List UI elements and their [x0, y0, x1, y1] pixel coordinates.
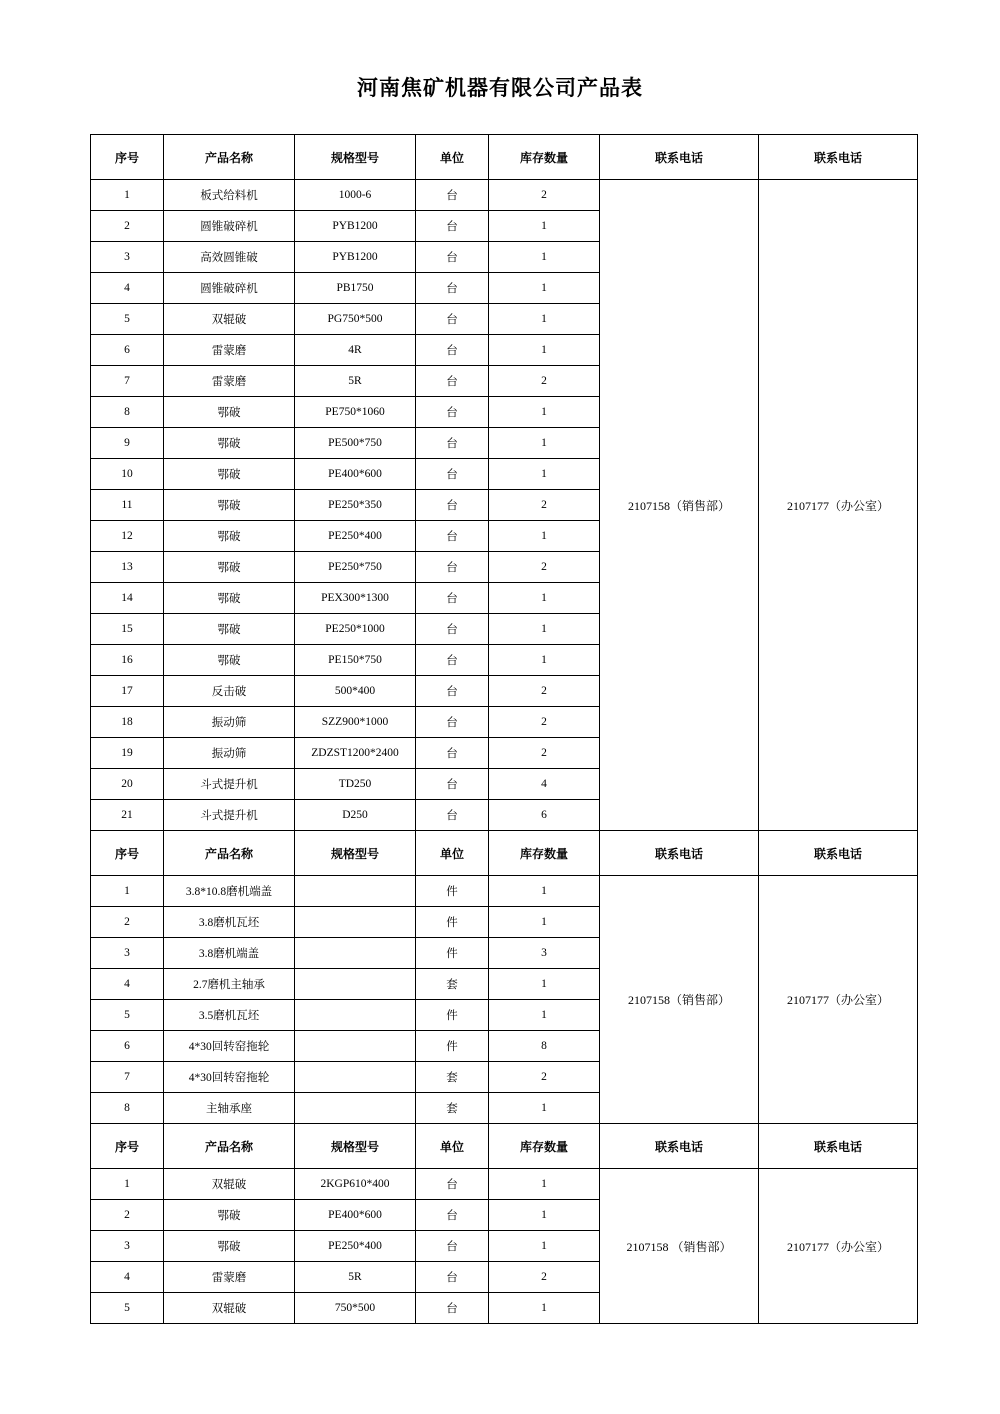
- cell-idx: 17: [91, 676, 164, 707]
- table-row: [91, 876, 918, 907]
- cell-name: 2.7磨机主轴承: [164, 969, 295, 1000]
- cell-unit: 台: [416, 304, 489, 335]
- cell-qty: 8: [489, 1031, 600, 1062]
- cell-idx: 1: [91, 180, 164, 211]
- cell-unit: 台: [416, 707, 489, 738]
- cell-name: 反击破: [164, 676, 295, 707]
- cell-qty: 2: [489, 1262, 600, 1293]
- cell-model: 4R: [295, 335, 416, 366]
- cell-qty: 2: [489, 490, 600, 521]
- cell-unit: 台: [416, 1262, 489, 1293]
- cell-name: 板式给料机: [164, 180, 295, 211]
- cell-name: 鄂破: [164, 552, 295, 583]
- cell-idx: 5: [91, 1293, 164, 1324]
- cell-contact-phone-office: 2107177（办公室）: [759, 1169, 918, 1324]
- cell-idx: 2: [91, 1200, 164, 1231]
- cell-qty: 1: [489, 304, 600, 335]
- cell-idx: 16: [91, 645, 164, 676]
- cell-model: [295, 907, 416, 938]
- cell-contact-phone-sales: 2107158（销售部）: [600, 876, 759, 1124]
- cell-contact-phone-sales: 2107158 （销售部）: [600, 1169, 759, 1324]
- cell-name: 斗式提升机: [164, 800, 295, 831]
- cell-unit: 台: [416, 676, 489, 707]
- cell-idx: 5: [91, 304, 164, 335]
- cell-name: 高效圆锥破: [164, 242, 295, 273]
- cell-model: PE250*400: [295, 521, 416, 552]
- table-row: [91, 1169, 918, 1200]
- cell-name: 鄂破: [164, 614, 295, 645]
- column-header-phone2: 联系电话: [759, 135, 918, 180]
- cell-qty: 1: [489, 1231, 600, 1262]
- cell-idx: 1: [91, 876, 164, 907]
- cell-qty: 2: [489, 1062, 600, 1093]
- cell-name: 鄂破: [164, 459, 295, 490]
- table-header-row: [91, 1124, 918, 1169]
- cell-name: 3.5磨机瓦坯: [164, 1000, 295, 1031]
- cell-qty: 4: [489, 769, 600, 800]
- cell-unit: 套: [416, 1062, 489, 1093]
- cell-qty: 2: [489, 552, 600, 583]
- cell-idx: 10: [91, 459, 164, 490]
- cell-qty: 1: [489, 211, 600, 242]
- cell-qty: 1: [489, 876, 600, 907]
- cell-name: 鄂破: [164, 1231, 295, 1262]
- cell-model: [295, 876, 416, 907]
- cell-contact-phone-office: 2107177（办公室）: [759, 180, 918, 831]
- cell-qty: 1: [489, 583, 600, 614]
- cell-qty: 1: [489, 1093, 600, 1124]
- column-header-phone2: 联系电话: [759, 1124, 918, 1169]
- cell-qty: 1: [489, 428, 600, 459]
- cell-model: D250: [295, 800, 416, 831]
- cell-idx: 21: [91, 800, 164, 831]
- cell-unit: 台: [416, 366, 489, 397]
- column-header-unit: 单位: [416, 135, 489, 180]
- cell-idx: 4: [91, 969, 164, 1000]
- cell-idx: 8: [91, 1093, 164, 1124]
- column-header-qty: 库存数量: [489, 831, 600, 876]
- cell-unit: 套: [416, 1093, 489, 1124]
- cell-name: 主轴承座: [164, 1093, 295, 1124]
- cell-model: PYB1200: [295, 242, 416, 273]
- cell-name: 鄂破: [164, 397, 295, 428]
- cell-name: 3.8磨机瓦坯: [164, 907, 295, 938]
- cell-idx: 15: [91, 614, 164, 645]
- cell-idx: 3: [91, 242, 164, 273]
- cell-model: [295, 1031, 416, 1062]
- cell-unit: 台: [416, 552, 489, 583]
- cell-idx: 8: [91, 397, 164, 428]
- cell-unit: 台: [416, 397, 489, 428]
- column-header-model: 规格型号: [295, 1124, 416, 1169]
- cell-idx: 4: [91, 1262, 164, 1293]
- column-header-phone1: 联系电话: [600, 831, 759, 876]
- page-title: 河南焦矿机器有限公司产品表: [357, 77, 643, 100]
- cell-qty: 3: [489, 938, 600, 969]
- cell-idx: 4: [91, 273, 164, 304]
- cell-model: PE400*600: [295, 459, 416, 490]
- cell-name: 鄂破: [164, 583, 295, 614]
- cell-unit: 台: [416, 180, 489, 211]
- cell-qty: 1: [489, 397, 600, 428]
- cell-qty: 1: [489, 907, 600, 938]
- cell-model: PE750*1060: [295, 397, 416, 428]
- cell-name: 4*30回转窑拖轮: [164, 1031, 295, 1062]
- column-header-name: 产品名称: [164, 831, 295, 876]
- cell-idx: 2: [91, 907, 164, 938]
- cell-name: 3.8*10.8磨机端盖: [164, 876, 295, 907]
- cell-idx: 3: [91, 1231, 164, 1262]
- product-inventory-table: [90, 134, 918, 1324]
- cell-unit: 台: [416, 769, 489, 800]
- cell-model: [295, 1062, 416, 1093]
- cell-name: 雷蒙磨: [164, 335, 295, 366]
- cell-idx: 7: [91, 1062, 164, 1093]
- cell-unit: 台: [416, 242, 489, 273]
- cell-qty: 1: [489, 1169, 600, 1200]
- column-header-unit: 单位: [416, 1124, 489, 1169]
- cell-qty: 1: [489, 335, 600, 366]
- cell-unit: 件: [416, 876, 489, 907]
- cell-name: 雷蒙磨: [164, 366, 295, 397]
- cell-qty: 1: [489, 459, 600, 490]
- cell-qty: 1: [489, 614, 600, 645]
- cell-idx: 5: [91, 1000, 164, 1031]
- cell-name: 鄂破: [164, 1200, 295, 1231]
- cell-unit: 台: [416, 614, 489, 645]
- cell-unit: 台: [416, 273, 489, 304]
- column-header-qty: 库存数量: [489, 135, 600, 180]
- column-header-phone1: 联系电话: [600, 1124, 759, 1169]
- cell-unit: 台: [416, 800, 489, 831]
- table-header-row: [91, 831, 918, 876]
- cell-unit: 台: [416, 1169, 489, 1200]
- cell-model: PEX300*1300: [295, 583, 416, 614]
- cell-qty: 1: [489, 969, 600, 1000]
- cell-unit: 套: [416, 969, 489, 1000]
- cell-qty: 2: [489, 707, 600, 738]
- cell-unit: 台: [416, 211, 489, 242]
- cell-model: PE250*400: [295, 1231, 416, 1262]
- cell-unit: 台: [416, 428, 489, 459]
- cell-unit: 件: [416, 907, 489, 938]
- cell-unit: 台: [416, 490, 489, 521]
- cell-idx: 19: [91, 738, 164, 769]
- column-header-unit: 单位: [416, 831, 489, 876]
- cell-qty: 1: [489, 273, 600, 304]
- cell-model: [295, 1093, 416, 1124]
- cell-model: 2KGP610*400: [295, 1169, 416, 1200]
- cell-idx: 9: [91, 428, 164, 459]
- cell-idx: 20: [91, 769, 164, 800]
- cell-qty: 6: [489, 800, 600, 831]
- table-row: [91, 180, 918, 211]
- cell-qty: 1: [489, 242, 600, 273]
- cell-idx: 11: [91, 490, 164, 521]
- cell-model: PYB1200: [295, 211, 416, 242]
- cell-name: 圆锥破碎机: [164, 211, 295, 242]
- cell-idx: 2: [91, 211, 164, 242]
- cell-model: PE150*750: [295, 645, 416, 676]
- cell-model: 5R: [295, 1262, 416, 1293]
- column-header-idx: 序号: [91, 831, 164, 876]
- cell-name: 双辊破: [164, 1169, 295, 1200]
- cell-name: 鄂破: [164, 428, 295, 459]
- cell-name: 斗式提升机: [164, 769, 295, 800]
- cell-name: 双辊破: [164, 304, 295, 335]
- cell-idx: 7: [91, 366, 164, 397]
- table-header-row: [91, 135, 918, 180]
- cell-model: PE500*750: [295, 428, 416, 459]
- cell-idx: 6: [91, 335, 164, 366]
- cell-idx: 13: [91, 552, 164, 583]
- cell-contact-phone-sales: 2107158（销售部）: [600, 180, 759, 831]
- cell-idx: 14: [91, 583, 164, 614]
- cell-model: PE400*600: [295, 1200, 416, 1231]
- cell-model: PE250*1000: [295, 614, 416, 645]
- cell-model: TD250: [295, 769, 416, 800]
- column-header-qty: 库存数量: [489, 1124, 600, 1169]
- cell-model: PE250*350: [295, 490, 416, 521]
- cell-qty: 1: [489, 1293, 600, 1324]
- cell-qty: 2: [489, 738, 600, 769]
- cell-model: [295, 1000, 416, 1031]
- cell-unit: 件: [416, 938, 489, 969]
- cell-name: 圆锥破碎机: [164, 273, 295, 304]
- column-header-model: 规格型号: [295, 831, 416, 876]
- cell-model: 1000-6: [295, 180, 416, 211]
- cell-idx: 18: [91, 707, 164, 738]
- column-header-model: 规格型号: [295, 135, 416, 180]
- cell-unit: 台: [416, 738, 489, 769]
- cell-model: PB1750: [295, 273, 416, 304]
- cell-model: 750*500: [295, 1293, 416, 1324]
- cell-qty: 2: [489, 676, 600, 707]
- cell-idx: 12: [91, 521, 164, 552]
- cell-idx: 6: [91, 1031, 164, 1062]
- cell-name: 振动筛: [164, 738, 295, 769]
- cell-unit: 台: [416, 459, 489, 490]
- cell-unit: 台: [416, 1200, 489, 1231]
- cell-unit: 台: [416, 583, 489, 614]
- cell-unit: 台: [416, 335, 489, 366]
- cell-model: [295, 969, 416, 1000]
- column-header-name: 产品名称: [164, 1124, 295, 1169]
- cell-unit: 件: [416, 1000, 489, 1031]
- cell-model: [295, 938, 416, 969]
- cell-idx: 1: [91, 1169, 164, 1200]
- cell-model: PE250*750: [295, 552, 416, 583]
- cell-qty: 2: [489, 180, 600, 211]
- cell-qty: 1: [489, 1000, 600, 1031]
- column-header-idx: 序号: [91, 135, 164, 180]
- column-header-phone2: 联系电话: [759, 831, 918, 876]
- cell-name: 4*30回转窑拖轮: [164, 1062, 295, 1093]
- cell-unit: 台: [416, 1231, 489, 1262]
- cell-name: 鄂破: [164, 521, 295, 552]
- cell-model: SZZ900*1000: [295, 707, 416, 738]
- cell-name: 3.8磨机端盖: [164, 938, 295, 969]
- cell-contact-phone-office: 2107177（办公室）: [759, 876, 918, 1124]
- cell-name: 振动筛: [164, 707, 295, 738]
- cell-model: PG750*500: [295, 304, 416, 335]
- cell-name: 雷蒙磨: [164, 1262, 295, 1293]
- column-header-idx: 序号: [91, 1124, 164, 1169]
- cell-unit: 件: [416, 1031, 489, 1062]
- column-header-phone1: 联系电话: [600, 135, 759, 180]
- cell-model: 500*400: [295, 676, 416, 707]
- cell-qty: 1: [489, 521, 600, 552]
- cell-qty: 2: [489, 366, 600, 397]
- cell-idx: 3: [91, 938, 164, 969]
- cell-model: 5R: [295, 366, 416, 397]
- product-table-container: [90, 134, 910, 1324]
- cell-qty: 1: [489, 1200, 600, 1231]
- cell-name: 鄂破: [164, 645, 295, 676]
- cell-name: 鄂破: [164, 490, 295, 521]
- cell-unit: 台: [416, 1293, 489, 1324]
- column-header-name: 产品名称: [164, 135, 295, 180]
- cell-model: ZDZST1200*2400: [295, 738, 416, 769]
- cell-qty: 1: [489, 645, 600, 676]
- cell-unit: 台: [416, 645, 489, 676]
- cell-unit: 台: [416, 521, 489, 552]
- cell-name: 双辊破: [164, 1293, 295, 1324]
